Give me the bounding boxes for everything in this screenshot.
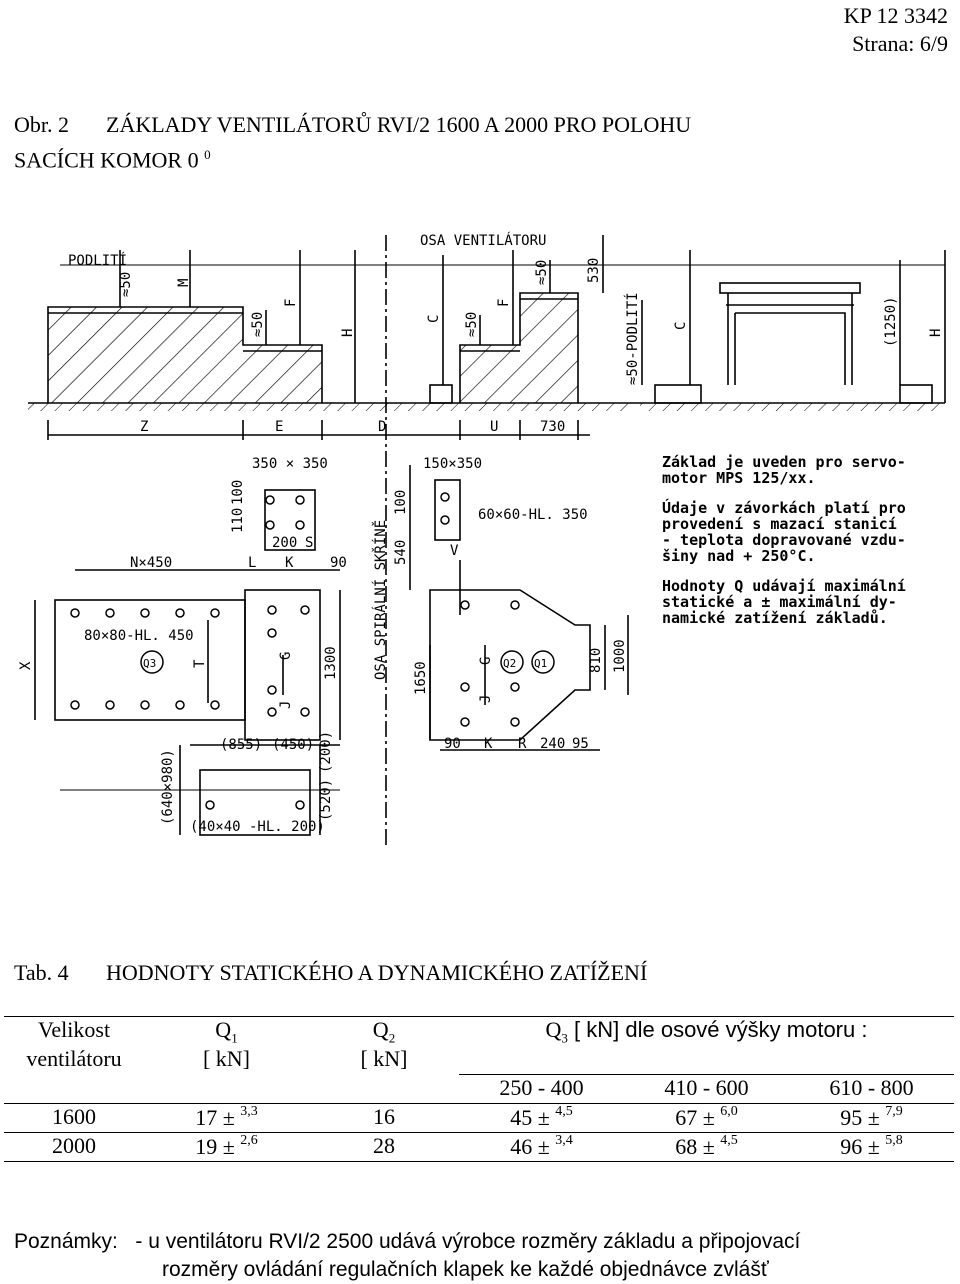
dim-90-top: 90 — [330, 555, 347, 571]
header-empty-2 — [144, 1075, 309, 1104]
header-empty-1 — [4, 1075, 144, 1104]
header-empty-3 — [309, 1075, 459, 1104]
note2-line1: Údaje v závorkách platí pro — [662, 499, 906, 517]
dim-350x350: 350 × 350 — [252, 456, 328, 472]
dim-530: 530 — [586, 257, 602, 283]
header-q3-symbol: Q — [545, 1017, 562, 1042]
dim-J-right: J — [478, 694, 494, 703]
dim-1250: (1250) — [883, 296, 899, 347]
dim-U: U — [490, 419, 499, 435]
row-q3-1 — [459, 1104, 624, 1133]
dim-50c: ≈50 — [464, 311, 480, 337]
row-q3-1-value: 46 ± — [510, 1134, 550, 1160]
note2-line4: šiny nad + 250°C. — [662, 547, 816, 565]
row-q3-2 — [624, 1104, 789, 1133]
dim-1300: 1300 — [323, 646, 339, 680]
table-label: Tab. 4 — [14, 960, 69, 985]
header-q3-sub: 3 — [561, 1030, 568, 1046]
row-q3-2-tol: 4,5 — [720, 1133, 738, 1149]
figure-title — [14, 110, 691, 175]
row-q2: 16 — [309, 1104, 459, 1133]
dim-810: 810 — [588, 647, 604, 673]
dim-1000: 1000 — [612, 639, 628, 673]
header-spacer — [459, 1046, 954, 1075]
dim-T: T — [192, 659, 208, 668]
figure-title-sup: 0 — [204, 147, 211, 162]
header-q2-symbol: Q — [372, 1017, 389, 1042]
dim-855: (855) — [220, 737, 263, 753]
header-height-3: 610 - 800 — [789, 1075, 954, 1104]
dim-H-left: H — [340, 328, 356, 337]
dim-90-bottom: 90 — [444, 736, 461, 752]
row-q3-3 — [789, 1104, 954, 1133]
dim-Z: Z — [140, 419, 149, 435]
dim-730: 730 — [540, 419, 566, 435]
row-q3-1-value: 45 ± — [510, 1105, 550, 1131]
dim-C-left: C — [426, 314, 442, 323]
header-height-1: 250 - 400 — [459, 1075, 624, 1104]
row-q3-1 — [459, 1133, 624, 1162]
row-q3-1-tol: 3,4 — [555, 1133, 573, 1149]
dim-Nx450: N×450 — [130, 555, 173, 571]
dim-540: 540 — [393, 539, 409, 565]
note2-line3: - teplota dopravované vzdu- — [662, 531, 906, 549]
dim-50-podliti: ≈50-PODLITÍ — [625, 292, 641, 385]
dim-80x80: 80×80-HL. 450 — [84, 628, 194, 644]
header-q3 — [459, 1017, 954, 1047]
dim-150x350: 150×350 — [423, 456, 483, 472]
dim-240: 240 — [540, 736, 566, 752]
load-table — [4, 1016, 954, 1162]
dim-450p: (450) — [272, 737, 315, 753]
dim-40x40: (40×40 -HL. 200) — [190, 819, 325, 835]
dim-C-right: C — [673, 321, 689, 330]
table-header-row-1 — [4, 1017, 954, 1047]
dim-G-right: G — [478, 656, 494, 665]
note1-line1: Základ je uveden pro servo- — [662, 453, 906, 471]
dim-50a: ≈50 — [118, 271, 134, 297]
label-q1: Q1 — [534, 657, 548, 670]
document-id: KP 12 3342 — [843, 3, 948, 28]
row-q1 — [144, 1133, 309, 1162]
header-size-line2: ventilátoru — [26, 1046, 122, 1072]
row-q2: 28 — [309, 1133, 459, 1162]
header-q2-unit: [ kN] — [360, 1046, 408, 1072]
note3-line2: statické a ± maximální dy- — [662, 593, 897, 611]
dim-50b: ≈50 — [250, 311, 266, 337]
dim-R: R — [518, 736, 527, 752]
row-size: 1600 — [4, 1104, 144, 1133]
header-q2-sub: 2 — [388, 1030, 396, 1046]
dim-G-left: G — [278, 651, 294, 660]
notes — [14, 1228, 800, 1284]
row-q3-2-value: 68 ± — [675, 1134, 715, 1160]
label-podliti: PODLITÍ — [68, 253, 128, 269]
dim-95: 95 — [572, 736, 589, 752]
dim-E: E — [275, 419, 284, 435]
header-q1-sub: 1 — [231, 1030, 238, 1046]
header-size-line1: Velikost — [4, 1017, 144, 1047]
row-q3-3-value: 96 ± — [840, 1134, 880, 1160]
dim-S: S — [305, 535, 314, 551]
dim-L: L — [248, 555, 257, 571]
figure-title-line2: SACÍCH KOMOR 0 — [14, 147, 199, 173]
row-q3-2 — [624, 1133, 789, 1162]
page-header — [844, 2, 948, 58]
figure-title-line1: ZÁKLADY VENTILÁTORŮ RVI/2 1600 A 2000 PRO POLOHU — [106, 112, 692, 137]
dim-110: 110 — [230, 507, 246, 533]
table-row — [4, 1133, 954, 1162]
notes-label: Poznámky: — [14, 1230, 118, 1253]
row-q3-3 — [789, 1133, 954, 1162]
dim-1650: 1650 — [413, 661, 429, 695]
row-q3-2-tol: 6,0 — [720, 1104, 738, 1120]
dim-200p: (200) — [318, 730, 334, 773]
note1-line2: motor MPS 125/xx. — [662, 469, 816, 487]
dim-60x60: 60×60-HL. 350 — [478, 507, 588, 523]
header-height-2: 410 - 600 — [624, 1075, 789, 1104]
table-header-row-2 — [4, 1046, 954, 1075]
label-osa-ventilatoru: OSA VENTILÁTORU — [420, 233, 547, 249]
table-row — [4, 1104, 954, 1133]
label-q2: Q2 — [503, 657, 517, 670]
foundation-drawing — [0, 225, 960, 850]
header-q3-desc: [ kN] dle osové výšky motoru : — [574, 1017, 868, 1042]
header-q1-symbol: Q — [215, 1017, 232, 1042]
row-q3-3-tol: 5,8 — [885, 1133, 903, 1149]
notes-line1: - u ventilátoru RVI/2 2500 udává výrobce rozměry základu a připojovací — [135, 1230, 801, 1253]
row-size: 2000 — [4, 1133, 144, 1162]
dim-V: V — [450, 543, 459, 559]
note3-line3: namické zatížení základů. — [662, 609, 888, 627]
header-q1-unit: [ kN] — [202, 1046, 251, 1072]
row-q3-3-tol: 7,9 — [885, 1104, 903, 1120]
row-q1-value: 19 ± — [195, 1134, 235, 1160]
dim-H-right: H — [928, 328, 944, 337]
row-q3-3-value: 95 ± — [840, 1105, 880, 1131]
dim-X: X — [18, 661, 34, 670]
label-osa-spiralni: OSA SPIRÁLNÍ SKŘÍNĚ — [373, 519, 389, 680]
dim-K-bottom: K — [484, 736, 493, 752]
row-q3-2-value: 67 ± — [675, 1105, 715, 1131]
row-q1 — [144, 1104, 309, 1133]
label-q3-left: Q3 — [143, 657, 157, 670]
dim-F-left: F — [283, 298, 299, 307]
dim-50d: ≈50 — [534, 259, 550, 285]
table-title-text: HODNOTY STATICKÉHO A DYNAMICKÉHO ZATÍŽENÍ — [106, 960, 648, 985]
dim-100-right: 100 — [393, 489, 409, 515]
note2-line2: provedení s mazací stanicí — [662, 515, 897, 533]
figure-label: Obr. 2 — [14, 112, 69, 137]
dim-M: M — [176, 278, 192, 287]
row-q3-1-tol: 4,5 — [555, 1104, 573, 1120]
dim-D: D — [378, 419, 387, 435]
row-q1-value: 17 ± — [195, 1105, 235, 1131]
dim-640x980: (640×980) — [160, 749, 176, 825]
dim-200: 200 — [272, 535, 298, 551]
table-header-row-3 — [4, 1075, 954, 1104]
note3-line1: Hodnoty Q udávají maximální — [662, 577, 906, 595]
dim-K-top: K — [285, 555, 294, 571]
row-q1-tol: 2,6 — [240, 1133, 258, 1149]
page-number: Strana: 6/9 — [852, 31, 948, 56]
header-q1 — [144, 1017, 309, 1047]
row-q1-tol: 3,3 — [240, 1104, 258, 1120]
dim-520: (520) — [318, 778, 334, 821]
dim-J-left: J — [278, 700, 294, 709]
dim-F-right: F — [496, 298, 512, 307]
table-title — [14, 960, 647, 986]
header-q2 — [309, 1017, 459, 1047]
dim-100-left: 100 — [230, 479, 246, 505]
notes-line2: rozměry ovládání regulačních klapek ke každé objednávce zvlášť — [162, 1258, 769, 1281]
